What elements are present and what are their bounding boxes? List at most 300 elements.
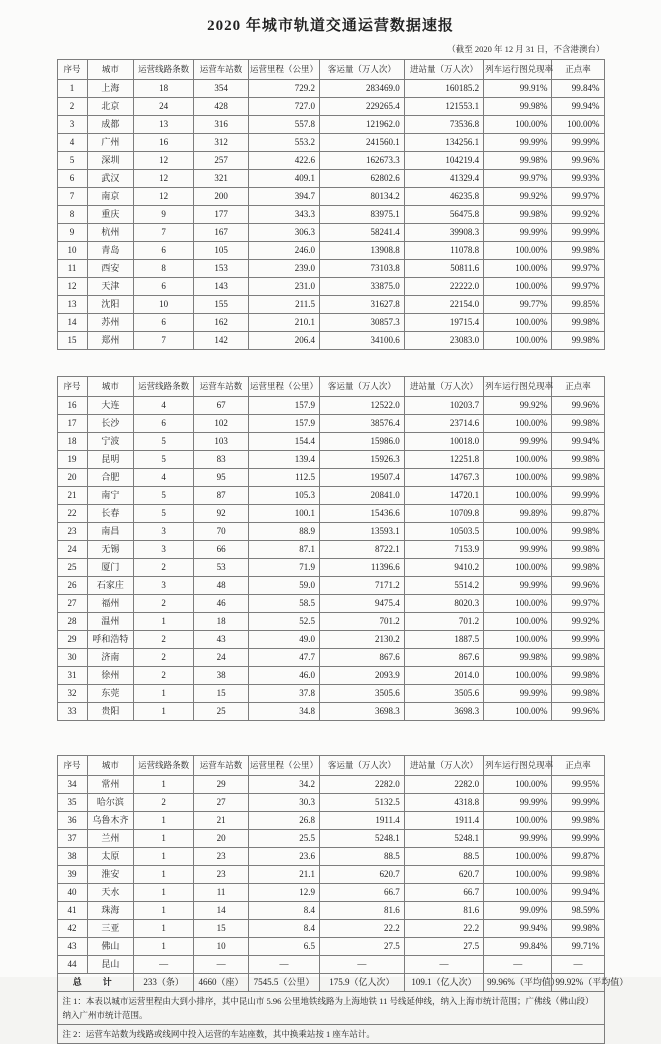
data-cell: 31627.8 [320, 296, 405, 314]
report-cutoff-note: （截至 2020 年 12 月 31 日，不含港澳台） [447, 44, 605, 54]
data-cell: 422.6 [248, 152, 319, 170]
data-cell: 53 [194, 559, 249, 577]
column-header: 列车运行图兑现率 [484, 60, 552, 80]
data-cell: 23714.6 [404, 415, 483, 433]
column-header: 运营里程（公里） [248, 756, 319, 776]
city-cell: 天津 [87, 278, 133, 296]
data-cell: 3 [134, 523, 194, 541]
data-cell: 99.98% [552, 920, 604, 938]
table-row [57, 397, 604, 415]
data-cell: 11 [57, 260, 87, 278]
data-cell: 95 [194, 469, 249, 487]
city-cell: 郑州 [87, 332, 133, 350]
header-row [57, 756, 604, 776]
data-cell: 23 [194, 848, 249, 866]
data-cell: 15926.3 [320, 451, 405, 469]
table-row [57, 332, 604, 350]
table-row [57, 469, 604, 487]
table-row [57, 278, 604, 296]
table-row [57, 242, 604, 260]
table-row [57, 812, 604, 830]
table-row [57, 541, 604, 559]
data-cell: 1 [134, 938, 194, 956]
data-cell: 33 [57, 703, 87, 721]
data-cell: 12251.8 [404, 451, 483, 469]
total-value: 175.9（亿人次） [320, 974, 405, 992]
data-cell: 27 [57, 595, 87, 613]
total-row [57, 974, 604, 992]
data-cell: 39 [57, 866, 87, 884]
column-header: 客运量（万人次） [320, 60, 405, 80]
data-cell: 99.71% [552, 938, 604, 956]
data-cell: 162673.3 [320, 152, 405, 170]
data-cell: 30.3 [248, 794, 319, 812]
data-cell: — [404, 956, 483, 974]
data-cell: 99.92% [552, 206, 604, 224]
data-cell: 20841.0 [320, 487, 405, 505]
data-cell: 231.0 [248, 278, 319, 296]
table-row [57, 938, 604, 956]
city-cell: 宁波 [87, 433, 133, 451]
data-cell: 1 [134, 776, 194, 794]
data-cell: 2014.0 [404, 667, 483, 685]
data-cell: 155 [194, 296, 249, 314]
data-cell: 30 [57, 649, 87, 667]
data-cell: 1 [134, 866, 194, 884]
data-cell: 9 [57, 224, 87, 242]
data-cell: 394.7 [248, 188, 319, 206]
data-cell: 59.0 [248, 577, 319, 595]
total-value: 99.92%（平均值） [552, 974, 604, 992]
data-cell: 43 [194, 631, 249, 649]
data-cell: 6 [134, 314, 194, 332]
data-cell: 99.99% [484, 794, 552, 812]
data-cell: 32 [57, 685, 87, 703]
table-row [57, 314, 604, 332]
total-value: 99.96%（平均值） [484, 974, 552, 992]
data-cell: 23.6 [248, 848, 319, 866]
data-cell: 99.98% [484, 152, 552, 170]
data-cell: 99.89% [484, 505, 552, 523]
data-cell: 6 [134, 242, 194, 260]
data-cell: 99.97% [484, 170, 552, 188]
city-cell: 乌鲁木齐 [87, 812, 133, 830]
city-cell: 淮安 [87, 866, 133, 884]
data-cell: 5 [134, 451, 194, 469]
data-cell: 104219.4 [404, 152, 483, 170]
data-cell: 105 [194, 242, 249, 260]
data-cell: 99.99% [552, 794, 604, 812]
data-cell: 306.3 [248, 224, 319, 242]
data-cell: 40 [57, 884, 87, 902]
table-row [57, 206, 604, 224]
city-cell: 哈尔滨 [87, 794, 133, 812]
city-cell: 天水 [87, 884, 133, 902]
data-cell: 99.98% [552, 415, 604, 433]
data-cell: 3 [134, 577, 194, 595]
data-cell: 31 [57, 667, 87, 685]
data-cell: 200 [194, 188, 249, 206]
data-cell: 5 [134, 433, 194, 451]
data-cell: 99.87% [552, 505, 604, 523]
data-cell: 3505.6 [404, 685, 483, 703]
data-cell: 99.94% [484, 920, 552, 938]
data-cell: 8.4 [248, 920, 319, 938]
table-row [57, 80, 604, 98]
data-cell: 11 [194, 884, 249, 902]
table-row [57, 649, 604, 667]
footnote: 注 2：运营车站数为线路或线网中投入运营的车站座数，其中换乘站按 1 座车站计。 [57, 1025, 604, 1044]
table-row [57, 487, 604, 505]
data-cell: 99.99% [552, 134, 604, 152]
column-header: 城市 [87, 756, 133, 776]
column-header: 进站量（万人次） [404, 377, 483, 397]
data-cell: 99.94% [552, 884, 604, 902]
data-cell: 5248.1 [320, 830, 405, 848]
data-cell: 1911.4 [320, 812, 405, 830]
data-cell: 2282.0 [404, 776, 483, 794]
table-row [57, 451, 604, 469]
column-header: 运营里程（公里） [248, 377, 319, 397]
data-cell: 8 [57, 206, 87, 224]
data-cell: 99.97% [552, 260, 604, 278]
city-cell: 呼和浩特 [87, 631, 133, 649]
data-cell: 134256.1 [404, 134, 483, 152]
city-cell: 青岛 [87, 242, 133, 260]
data-cell: 18 [134, 80, 194, 98]
data-cell: 5132.5 [320, 794, 405, 812]
data-cell: 3698.3 [320, 703, 405, 721]
data-cell: 21.1 [248, 866, 319, 884]
table-row [57, 794, 604, 812]
data-cell: 26.8 [248, 812, 319, 830]
rail-transit-table-3 [57, 755, 629, 1044]
data-cell: 92 [194, 505, 249, 523]
data-cell: 1911.4 [404, 812, 483, 830]
data-cell: 157.9 [248, 415, 319, 433]
data-cell: 9410.2 [404, 559, 483, 577]
city-cell: 三亚 [87, 920, 133, 938]
data-cell: 99.84% [552, 80, 604, 98]
table-row [57, 613, 604, 631]
data-cell: 46.0 [248, 667, 319, 685]
data-cell: 25 [194, 703, 249, 721]
data-cell: 316 [194, 116, 249, 134]
data-cell: 4 [134, 469, 194, 487]
data-cell: 99.97% [552, 278, 604, 296]
data-cell: 100.00% [484, 595, 552, 613]
data-cell: 80134.2 [320, 188, 405, 206]
data-cell: 1 [134, 884, 194, 902]
data-cell: 99.99% [552, 830, 604, 848]
data-cell: 8 [134, 260, 194, 278]
header-row [57, 60, 604, 80]
data-cell: 42 [57, 920, 87, 938]
table-row [57, 224, 604, 242]
table-row [57, 884, 604, 902]
data-cell: 99.98% [552, 667, 604, 685]
data-cell: 1 [57, 80, 87, 98]
data-cell: 100.00% [484, 451, 552, 469]
data-cell: 283469.0 [320, 80, 405, 98]
data-cell: 16 [57, 397, 87, 415]
data-cell: 27.5 [404, 938, 483, 956]
column-header: 运营车站数 [194, 60, 249, 80]
city-cell: 大连 [87, 397, 133, 415]
table-row [57, 260, 604, 278]
data-cell: 239.0 [248, 260, 319, 278]
table-row [57, 415, 604, 433]
data-cell: 13 [134, 116, 194, 134]
data-cell: 62802.6 [320, 170, 405, 188]
data-cell: 143 [194, 278, 249, 296]
data-cell: 2 [134, 649, 194, 667]
column-header: 正点率 [552, 377, 604, 397]
data-cell: 105.3 [248, 487, 319, 505]
data-cell: 11078.8 [404, 242, 483, 260]
data-cell: 4 [57, 134, 87, 152]
data-cell: 1 [134, 830, 194, 848]
data-cell: 2 [134, 631, 194, 649]
data-cell: 3505.6 [320, 685, 405, 703]
rail-transit-table-1 [57, 59, 605, 350]
table-row [57, 98, 604, 116]
footnote: 注 1：本表以城市运营里程由大到小排序，其中昆山市 5.96 公里地铁线路为上海地铁 11 号线延伸线，纳入上海市统计范围；广佛线（佛山段）纳入广州市统计范围。 [57, 992, 604, 1025]
data-cell: 8.4 [248, 902, 319, 920]
data-cell: 15436.6 [320, 505, 405, 523]
data-cell: 73536.8 [404, 116, 483, 134]
data-cell: 99.92% [552, 613, 604, 631]
column-header: 正点率 [552, 60, 604, 80]
table-row [57, 631, 604, 649]
data-cell: 10 [194, 938, 249, 956]
data-cell: 37 [57, 830, 87, 848]
city-cell: 武汉 [87, 170, 133, 188]
data-cell: 99.95% [552, 776, 604, 794]
data-cell: 620.7 [320, 866, 405, 884]
data-cell: 2 [134, 595, 194, 613]
table-row [57, 902, 604, 920]
data-cell: 99.09% [484, 902, 552, 920]
column-header: 运营里程（公里） [248, 60, 319, 80]
data-cell: 99.96% [552, 152, 604, 170]
data-cell: 99.99% [552, 631, 604, 649]
data-cell: 24 [57, 541, 87, 559]
table-row [57, 703, 604, 721]
data-cell: 100.00% [484, 848, 552, 866]
data-cell: 26 [57, 577, 87, 595]
data-cell: 10 [57, 242, 87, 260]
data-cell: 99.98% [552, 541, 604, 559]
data-cell: 24 [134, 98, 194, 116]
data-cell: 2130.2 [320, 631, 405, 649]
data-cell: 100.00% [484, 866, 552, 884]
data-cell: 7 [134, 224, 194, 242]
data-cell: — [248, 956, 319, 974]
column-header: 进站量（万人次） [404, 60, 483, 80]
city-cell: 南京 [87, 188, 133, 206]
data-cell: — [484, 956, 552, 974]
data-cell: 100.00% [484, 332, 552, 350]
data-cell: 5 [134, 487, 194, 505]
data-cell: 98.59% [552, 902, 604, 920]
data-cell: 99.94% [552, 433, 604, 451]
data-cell: 29 [194, 776, 249, 794]
data-cell: 34.8 [248, 703, 319, 721]
data-cell: 10503.5 [404, 523, 483, 541]
data-cell: 112.5 [248, 469, 319, 487]
data-cell: 99.96% [552, 703, 604, 721]
city-cell: 苏州 [87, 314, 133, 332]
data-cell: 246.0 [248, 242, 319, 260]
city-cell: 太原 [87, 848, 133, 866]
data-cell: 66.7 [404, 884, 483, 902]
city-cell: 昆山 [87, 956, 133, 974]
data-cell: 100.00% [484, 776, 552, 794]
data-cell: 1 [134, 920, 194, 938]
data-cell: 22.2 [404, 920, 483, 938]
data-cell: 100.00% [552, 116, 604, 134]
data-cell: 35 [57, 794, 87, 812]
data-cell: 100.1 [248, 505, 319, 523]
data-cell: 15 [194, 920, 249, 938]
data-cell: 41329.4 [404, 170, 483, 188]
table-row [57, 667, 604, 685]
data-cell: 23 [57, 523, 87, 541]
note-row [57, 1025, 604, 1044]
data-cell: 10203.7 [404, 397, 483, 415]
data-cell: 24 [194, 649, 249, 667]
data-cell: 12 [134, 188, 194, 206]
data-cell: 34100.6 [320, 332, 405, 350]
data-cell: 19507.4 [320, 469, 405, 487]
data-cell: 7171.2 [320, 577, 405, 595]
total-value: 109.1（亿人次） [404, 974, 483, 992]
data-cell: 99.98% [552, 559, 604, 577]
data-cell: 99.98% [552, 649, 604, 667]
data-cell: 7153.9 [404, 541, 483, 559]
data-cell: 229265.4 [320, 98, 405, 116]
data-cell: 71.9 [248, 559, 319, 577]
data-cell: 100.00% [484, 487, 552, 505]
data-cell: 100.00% [484, 260, 552, 278]
data-cell: 312 [194, 134, 249, 152]
city-cell: 广州 [87, 134, 133, 152]
data-cell: 99.91% [484, 80, 552, 98]
city-cell: 上海 [87, 80, 133, 98]
data-cell: 142 [194, 332, 249, 350]
data-cell: 2 [134, 794, 194, 812]
data-cell: 100.00% [484, 116, 552, 134]
data-cell: 701.2 [404, 613, 483, 631]
data-cell: 103 [194, 433, 249, 451]
data-cell: 5248.1 [404, 830, 483, 848]
data-cell: 100.00% [484, 884, 552, 902]
data-cell: 99.87% [552, 848, 604, 866]
data-cell: 12522.0 [320, 397, 405, 415]
table-row [57, 920, 604, 938]
data-cell: 7 [57, 188, 87, 206]
data-cell: 99.98% [552, 469, 604, 487]
data-cell: 10 [134, 296, 194, 314]
data-cell: 121962.0 [320, 116, 405, 134]
data-cell: 100.00% [484, 812, 552, 830]
data-cell: 99.99% [484, 224, 552, 242]
data-cell: 99.99% [552, 487, 604, 505]
data-cell: 14 [57, 314, 87, 332]
column-header: 正点率 [552, 756, 604, 776]
city-cell: 东莞 [87, 685, 133, 703]
data-cell: 100.00% [484, 415, 552, 433]
data-cell: 2 [134, 667, 194, 685]
data-cell: 100.00% [484, 703, 552, 721]
data-cell: 47.7 [248, 649, 319, 667]
city-cell: 北京 [87, 98, 133, 116]
data-cell: 13 [57, 296, 87, 314]
city-cell: 厦门 [87, 559, 133, 577]
data-cell: 867.6 [404, 649, 483, 667]
data-cell: 66 [194, 541, 249, 559]
city-cell: 福州 [87, 595, 133, 613]
total-value: 4660（座） [194, 974, 249, 992]
table-row [57, 866, 604, 884]
data-cell: 2093.9 [320, 667, 405, 685]
data-cell: 1 [134, 848, 194, 866]
data-cell: 28 [57, 613, 87, 631]
table-row [57, 134, 604, 152]
data-cell: 139.4 [248, 451, 319, 469]
data-cell: 701.2 [320, 613, 405, 631]
data-cell: 100.00% [484, 469, 552, 487]
data-cell: 100.00% [484, 667, 552, 685]
data-cell: 23 [194, 866, 249, 884]
column-header: 列车运行图兑现率 [484, 756, 552, 776]
data-cell: 257 [194, 152, 249, 170]
data-cell: 1 [134, 685, 194, 703]
data-cell: 9 [134, 206, 194, 224]
data-cell: 33875.0 [320, 278, 405, 296]
data-cell: 22154.0 [404, 296, 483, 314]
table-row [57, 956, 604, 974]
table-row [57, 296, 604, 314]
data-cell: — [134, 956, 194, 974]
data-cell: 99.92% [484, 188, 552, 206]
data-cell: 11396.6 [320, 559, 405, 577]
city-cell: 合肥 [87, 469, 133, 487]
data-cell: 428 [194, 98, 249, 116]
city-cell: 重庆 [87, 206, 133, 224]
data-cell: 22.2 [320, 920, 405, 938]
data-cell: 15 [194, 685, 249, 703]
column-header: 城市 [87, 377, 133, 397]
data-cell: 162 [194, 314, 249, 332]
data-cell: 7 [134, 332, 194, 350]
data-cell: 99.99% [484, 134, 552, 152]
data-cell: 99.98% [552, 451, 604, 469]
data-cell: 10709.8 [404, 505, 483, 523]
data-cell: 66.7 [320, 884, 405, 902]
data-cell: 100.00% [484, 523, 552, 541]
data-cell: 88.9 [248, 523, 319, 541]
data-cell: 553.2 [248, 134, 319, 152]
data-cell: 46 [194, 595, 249, 613]
total-value: 7545.5（公里） [248, 974, 319, 992]
data-cell: 99.98% [552, 314, 604, 332]
data-cell: 99.99% [484, 433, 552, 451]
table-row [57, 685, 604, 703]
data-cell: 1 [134, 812, 194, 830]
data-cell: 99.94% [552, 98, 604, 116]
